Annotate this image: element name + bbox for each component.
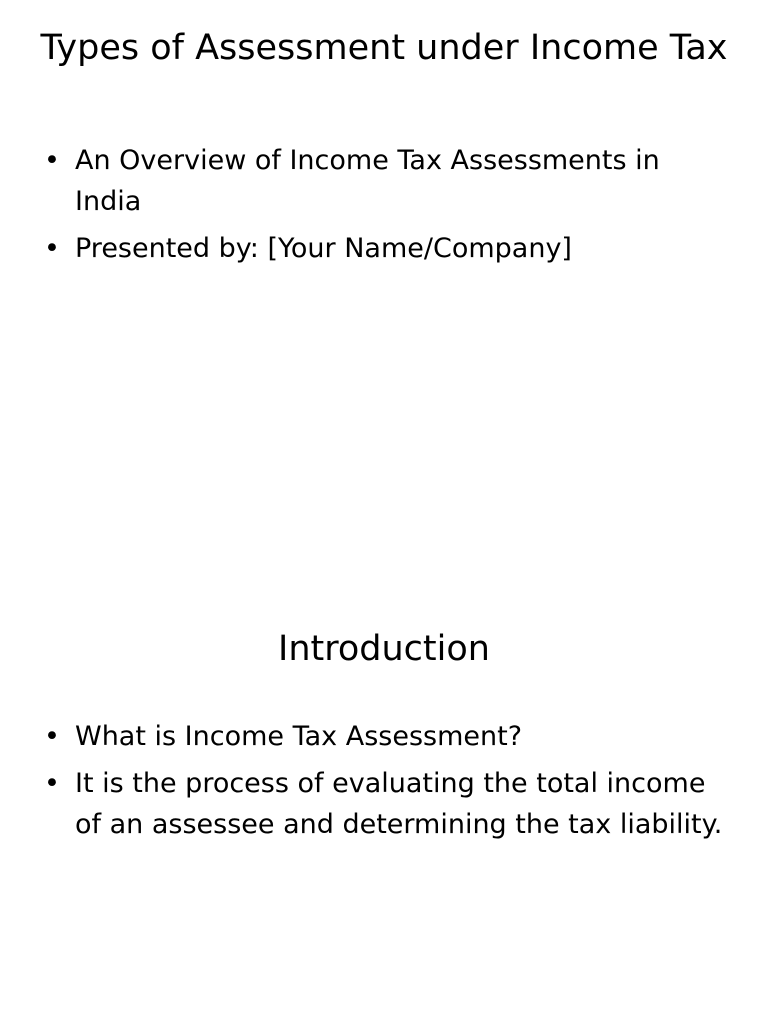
bullet-item: [44, 763, 734, 845]
slide-title: Introduction: [278, 629, 490, 669]
bullet-icon: •: [44, 721, 60, 752]
bullet-icon: •: [44, 233, 60, 264]
bullet-item: [44, 228, 734, 269]
bullet-list: [44, 716, 734, 851]
slide-2: [0, 512, 768, 1024]
bullet-icon: •: [44, 768, 60, 799]
bullet-text: Presented by: [Your Name/Company]: [75, 233, 572, 264]
bullet-list: [44, 140, 734, 275]
slide-title: Types of Assessment under Income Tax: [40, 28, 728, 68]
bullet-icon: •: [44, 145, 60, 176]
bullet-text: What is Income Tax Assessment?: [75, 721, 523, 752]
bullet-item: [44, 140, 734, 222]
bullet-item: [44, 716, 734, 757]
bullet-text: An Overview of Income Tax Assessments in India: [75, 145, 660, 217]
bullet-text: It is the process of evaluating the total income of an assessee and determining the tax liability.: [75, 768, 723, 840]
